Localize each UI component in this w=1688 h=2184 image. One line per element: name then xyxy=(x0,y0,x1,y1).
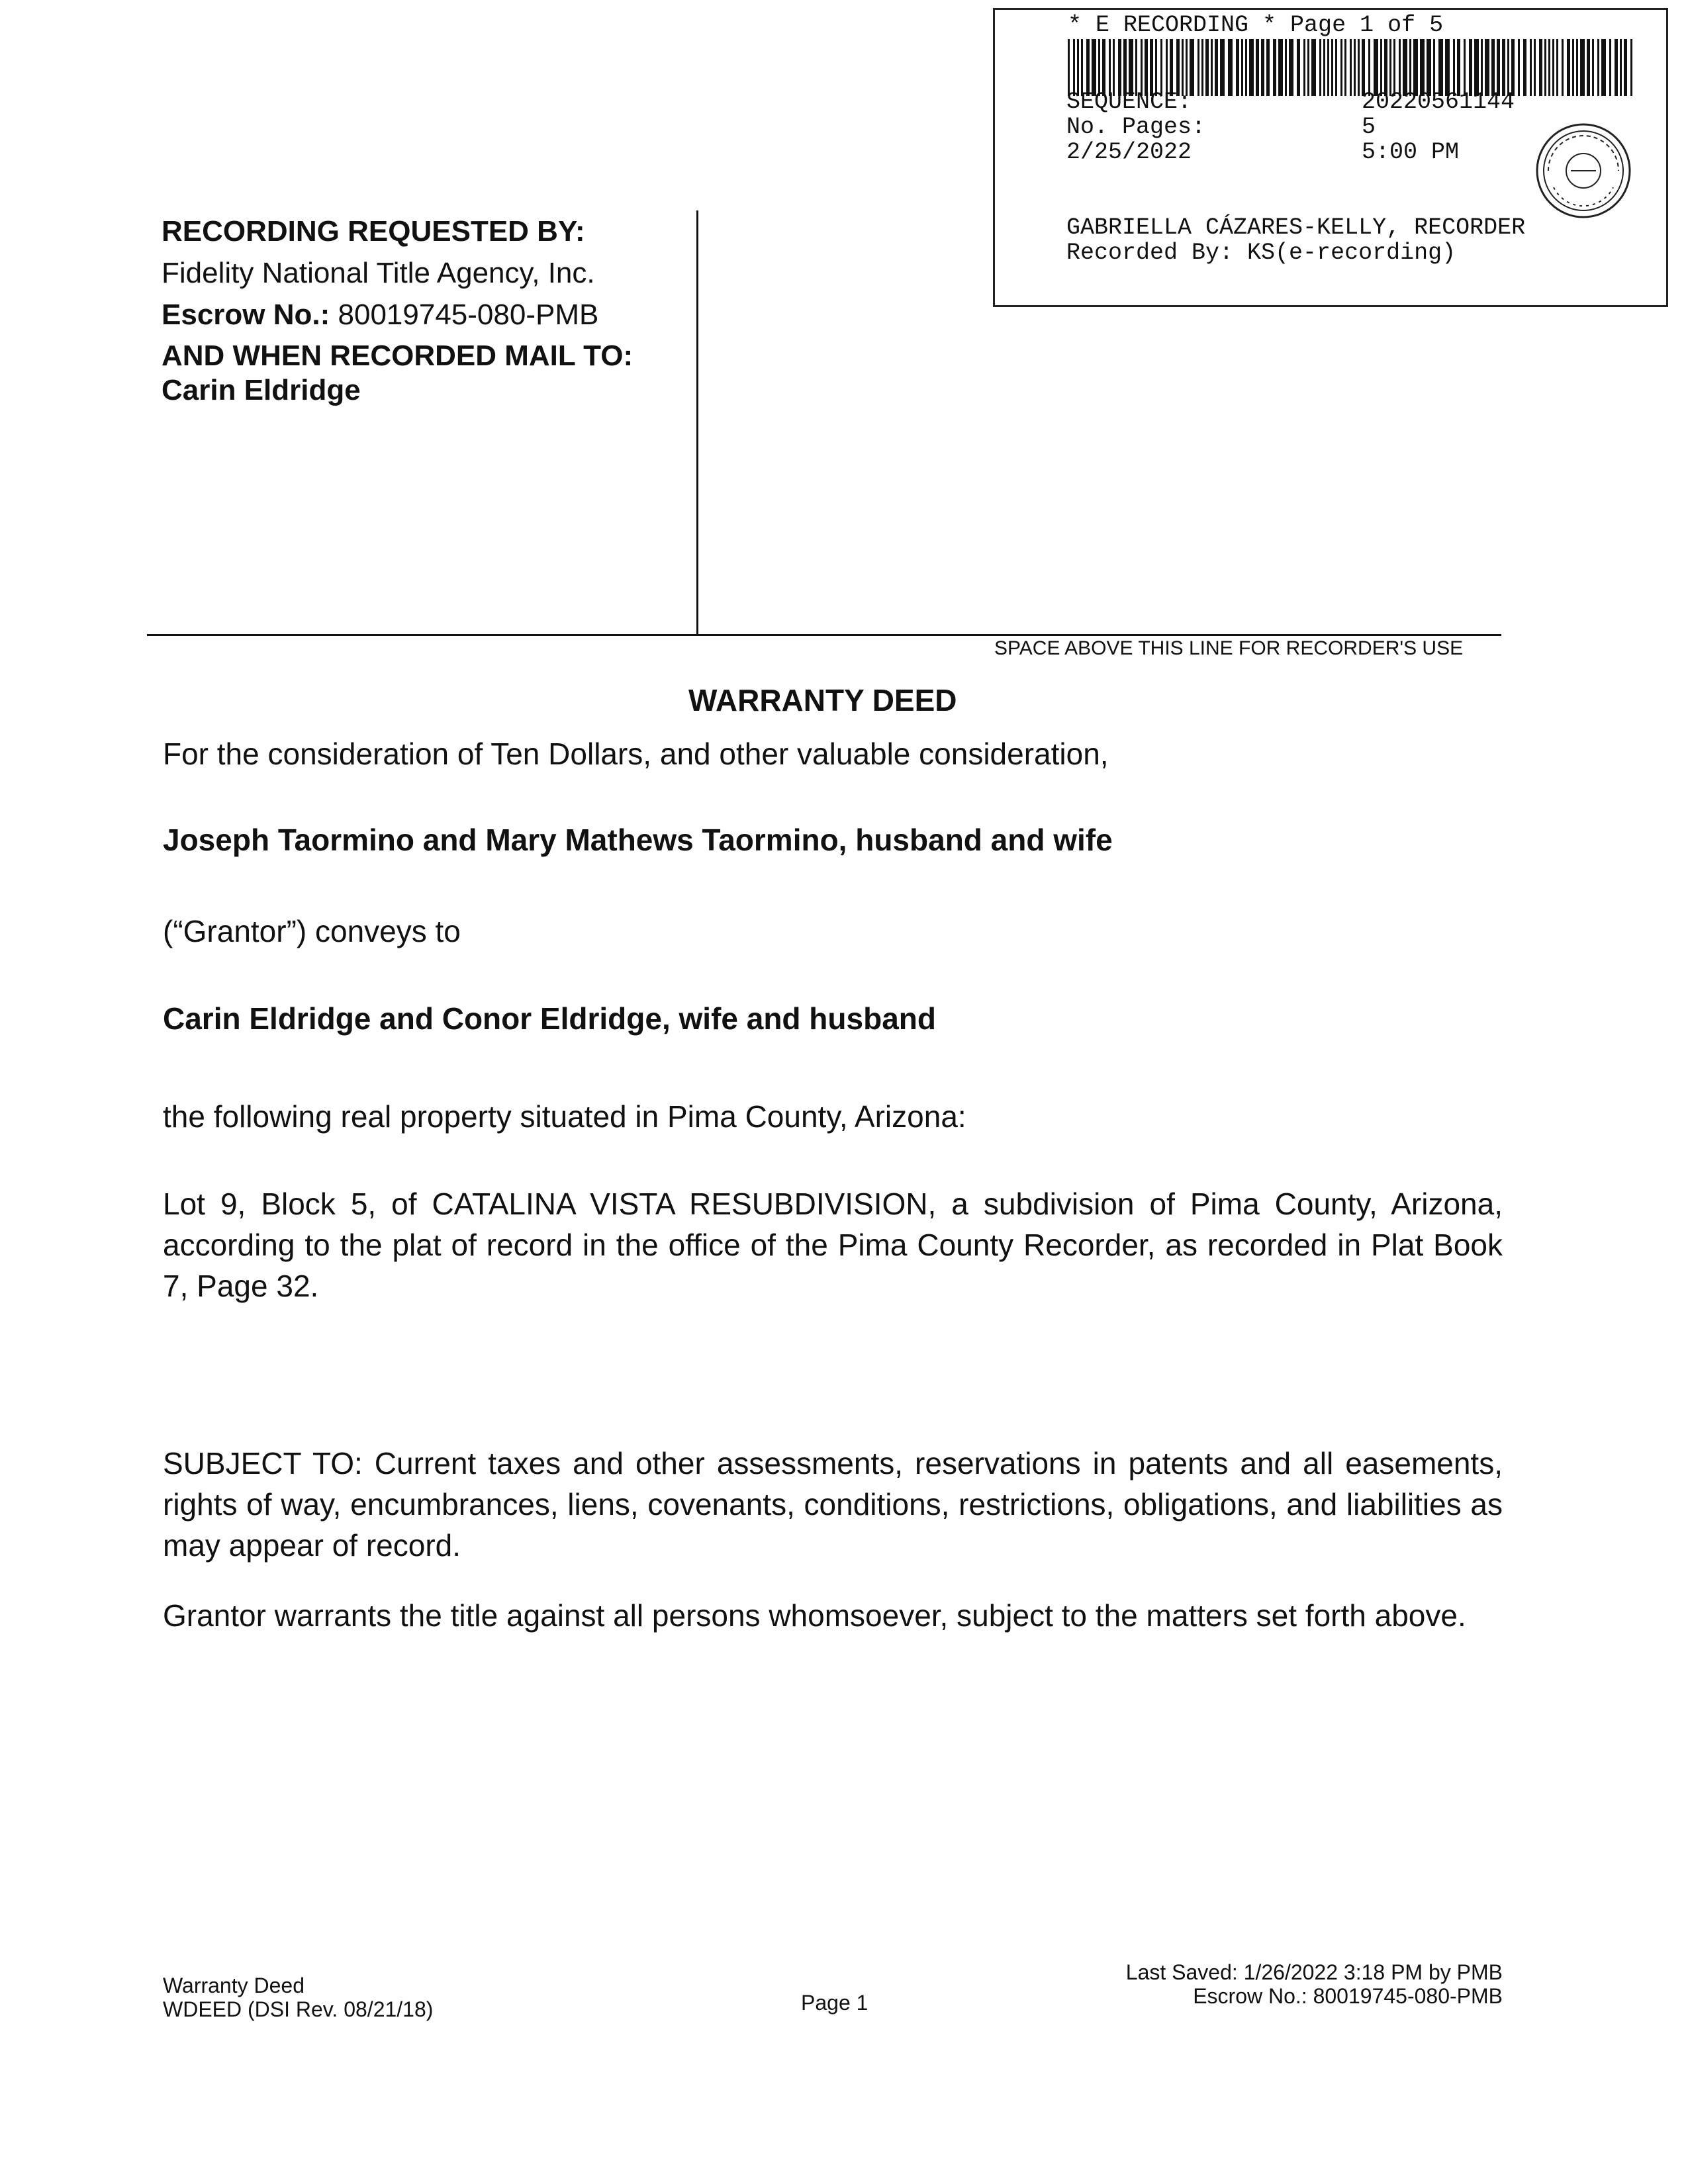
barcode-bar xyxy=(1113,39,1115,96)
barcode-bar xyxy=(1068,39,1070,96)
barcode-bar xyxy=(1303,39,1305,96)
barcode-bar xyxy=(1389,39,1391,96)
barcode-bar xyxy=(1427,39,1431,96)
barcode-bar xyxy=(1176,39,1180,96)
escrow-label: Escrow No.: xyxy=(162,298,330,331)
sequence-value: 20220561144 xyxy=(1362,89,1515,115)
barcode-bar xyxy=(1620,39,1622,96)
barcode-bar xyxy=(1576,39,1578,96)
barcode-bar xyxy=(1572,39,1574,96)
barcode-bar xyxy=(1464,39,1466,96)
recorded-time: 5:00 PM xyxy=(1362,139,1460,165)
barcode-bar xyxy=(1507,39,1509,96)
county-recorder-seal-icon xyxy=(1534,121,1633,220)
barcode-bar xyxy=(1278,39,1283,96)
barcode-bar xyxy=(1539,39,1542,96)
barcode-bar xyxy=(1580,39,1585,96)
barcode-bar xyxy=(1354,39,1356,96)
barcode-bar xyxy=(1420,39,1425,96)
barcode-bar xyxy=(1469,39,1472,96)
barcode-bar xyxy=(1548,39,1550,96)
barcode-bar xyxy=(1592,39,1594,96)
barcode-bar xyxy=(1497,39,1500,96)
escrow-line xyxy=(162,295,598,335)
barcode-bar xyxy=(1323,39,1325,96)
property-intro: the following real property situated in Pima County, Arizona: xyxy=(163,1099,966,1134)
barcode-bar xyxy=(1327,39,1329,96)
recorded-by: Recorded By: KS(e-recording) xyxy=(1066,240,1456,266)
barcode-bar xyxy=(1399,39,1401,96)
stamp-header: * E RECORDING * Page 1 of 5 xyxy=(1068,12,1444,38)
barcode-bar xyxy=(1630,39,1632,96)
title-agency: Fidelity National Title Agency, Inc. xyxy=(162,257,595,289)
barcode-bar xyxy=(1597,39,1599,96)
barcode-bar xyxy=(1109,39,1111,96)
barcode-bar xyxy=(1098,39,1100,96)
barcode-bar xyxy=(1350,39,1352,96)
barcode-bar xyxy=(1624,39,1627,96)
barcode-bar xyxy=(1166,39,1168,96)
barcode-bar xyxy=(1307,39,1309,96)
barcode-bar xyxy=(1150,39,1153,96)
barcode-bar xyxy=(1266,39,1270,96)
grantor-names: Joseph Taormino and Mary Mathews Taormino, husband and wife xyxy=(163,823,1113,857)
barcode-bar xyxy=(1530,39,1532,96)
barcode-bar xyxy=(1344,39,1346,96)
barcode-bar xyxy=(1129,39,1133,96)
footer-last-saved: Last Saved: 1/26/2022 3:18 PM by PMB xyxy=(1125,1960,1503,1984)
barcode-bar xyxy=(1556,39,1558,96)
barcode-bar xyxy=(1141,39,1143,96)
barcode-bar xyxy=(1335,39,1337,96)
barcode-bar xyxy=(1249,39,1254,96)
recorded-date: 2/25/2022 xyxy=(1066,139,1192,165)
footer-escrow: Escrow No.: 80019745-080-PMB xyxy=(1193,1984,1503,2008)
pages-value: 5 xyxy=(1362,114,1376,140)
barcode-bar xyxy=(1474,39,1479,96)
barcode-bar xyxy=(1380,39,1382,96)
barcode-bar xyxy=(1502,39,1505,96)
document-title: WARRANTY DEED xyxy=(688,683,957,717)
recorder-name: GABRIELLA CÁZARES-KELLY, RECORDER xyxy=(1066,214,1526,241)
requested-by-heading: RECORDING REQUESTED BY: xyxy=(162,215,585,248)
barcode-bar xyxy=(1413,39,1418,96)
barcode-bar xyxy=(1511,39,1515,96)
barcode-bar xyxy=(1197,39,1199,96)
sequence-label: SEQUENCE: xyxy=(1066,89,1192,115)
pages-label: No. Pages: xyxy=(1066,114,1206,140)
barcode-bar xyxy=(1182,39,1184,96)
barcode-bar xyxy=(1245,39,1247,96)
barcode-bar xyxy=(1118,39,1121,96)
barcode-bar xyxy=(1073,39,1075,96)
barcode-bar xyxy=(1186,39,1188,96)
barcode-bar xyxy=(1285,39,1287,96)
barcode-bar xyxy=(1220,39,1225,96)
barcode-bar xyxy=(1261,39,1264,96)
barcode-bar xyxy=(1236,39,1239,96)
barcode-bar xyxy=(1170,39,1173,96)
footer-doc-name: Warranty Deed xyxy=(163,1974,305,1997)
barcode-bar xyxy=(1273,39,1276,96)
barcode-bar xyxy=(1609,39,1611,96)
footer-page-number: Page 1 xyxy=(801,1991,868,2015)
escrow-number: 80019745-080-PMB xyxy=(338,298,599,331)
barcode-bar xyxy=(1135,39,1137,96)
barcode-bar xyxy=(1228,39,1233,96)
barcode-bar xyxy=(1081,39,1083,96)
barcode-bar xyxy=(1601,39,1606,96)
barcode-bar xyxy=(1409,39,1411,96)
barcode-bar xyxy=(1256,39,1259,96)
barcode-bar xyxy=(1587,39,1590,96)
mail-to-heading: AND WHEN RECORDED MAIL TO: xyxy=(162,340,633,372)
block-divider xyxy=(696,210,698,634)
barcode-bar xyxy=(1438,39,1443,96)
barcode-bar xyxy=(1145,39,1148,96)
barcode-bar xyxy=(1491,39,1495,96)
subject-to-paragraph: SUBJECT TO: Current taxes and other assessments, reservations in patents and all easements, rights of way, encumbrances, liens, covenants, conditions, restrictions, obligations, and liabilities as may appear of record. xyxy=(163,1446,1503,1563)
barcode-bar xyxy=(1552,39,1554,96)
mail-to-name: Carin Eldridge xyxy=(162,374,361,406)
barcode-bar xyxy=(1077,39,1079,96)
barcode-bar xyxy=(1485,39,1489,96)
barcode-bar xyxy=(1562,39,1564,96)
barcode-bar xyxy=(1211,39,1213,96)
barcode-bar xyxy=(1358,39,1360,96)
barcode-bar xyxy=(1092,39,1096,96)
barcode-bar xyxy=(1457,39,1460,96)
barcode-bar xyxy=(1311,39,1316,96)
barcode-bar xyxy=(1453,39,1455,96)
footer-form-code: WDEED (DSI Rev. 08/21/18) xyxy=(163,1997,434,2021)
barcode-bar xyxy=(1319,39,1321,96)
consideration-text: For the consideration of Ten Dollars, and other valuable consideration, xyxy=(163,737,1109,771)
barcode-bar xyxy=(1086,39,1090,96)
recorder-stamp xyxy=(993,8,1668,307)
barcode-bar xyxy=(1523,39,1526,96)
barcode-bar xyxy=(1102,39,1105,96)
barcode-bar xyxy=(1190,39,1194,96)
barcode-bar xyxy=(1403,39,1407,96)
barcode-bar xyxy=(1340,39,1342,96)
barcode-bar xyxy=(1241,39,1243,96)
barcode-bar xyxy=(1374,39,1378,96)
barcode-bar xyxy=(1123,39,1127,96)
barcode-bar xyxy=(1368,39,1370,96)
barcode-bar xyxy=(1445,39,1450,96)
barcode-bar xyxy=(1384,39,1387,96)
barcode-bar xyxy=(1155,39,1157,96)
barcode-bar xyxy=(1544,39,1546,96)
barcode-bar xyxy=(1433,39,1435,96)
legal-description: Lot 9, Block 5, of CATALINA VISTA RESUBDIVISION, a subdivision of Pima County, Arizona, according to the plat of record in the office of the Pima County Recorder, as recorded in Plat Book 7, Page 32. xyxy=(163,1187,1503,1303)
recorder-space-line xyxy=(147,634,1501,636)
barcode-bar xyxy=(1393,39,1395,96)
barcode-bar xyxy=(1567,39,1570,96)
recorder-space-note: SPACE ABOVE THIS LINE FOR RECORDER'S USE xyxy=(994,637,1464,659)
barcode-bar xyxy=(1534,39,1536,96)
grantee-names: Carin Eldridge and Conor Eldridge, wife and husband xyxy=(163,1001,936,1036)
barcode-bar xyxy=(1615,39,1618,96)
barcode-bar xyxy=(1518,39,1520,96)
barcode xyxy=(1068,39,1636,96)
barcode-bar xyxy=(1481,39,1483,96)
barcode-bar xyxy=(1201,39,1203,96)
barcode-bar xyxy=(1289,39,1293,96)
barcode-bar xyxy=(1362,39,1365,96)
barcode-bar xyxy=(1297,39,1300,96)
barcode-bar xyxy=(1331,39,1333,96)
conveys-text: (“Grantor”) conveys to xyxy=(163,914,461,948)
barcode-bar xyxy=(1160,39,1162,96)
barcode-bar xyxy=(1205,39,1209,96)
barcode-bar xyxy=(1215,39,1218,96)
warranty-paragraph: Grantor warrants the title against all persons whomsoever, subject to the matters set forth above. xyxy=(163,1598,1466,1633)
